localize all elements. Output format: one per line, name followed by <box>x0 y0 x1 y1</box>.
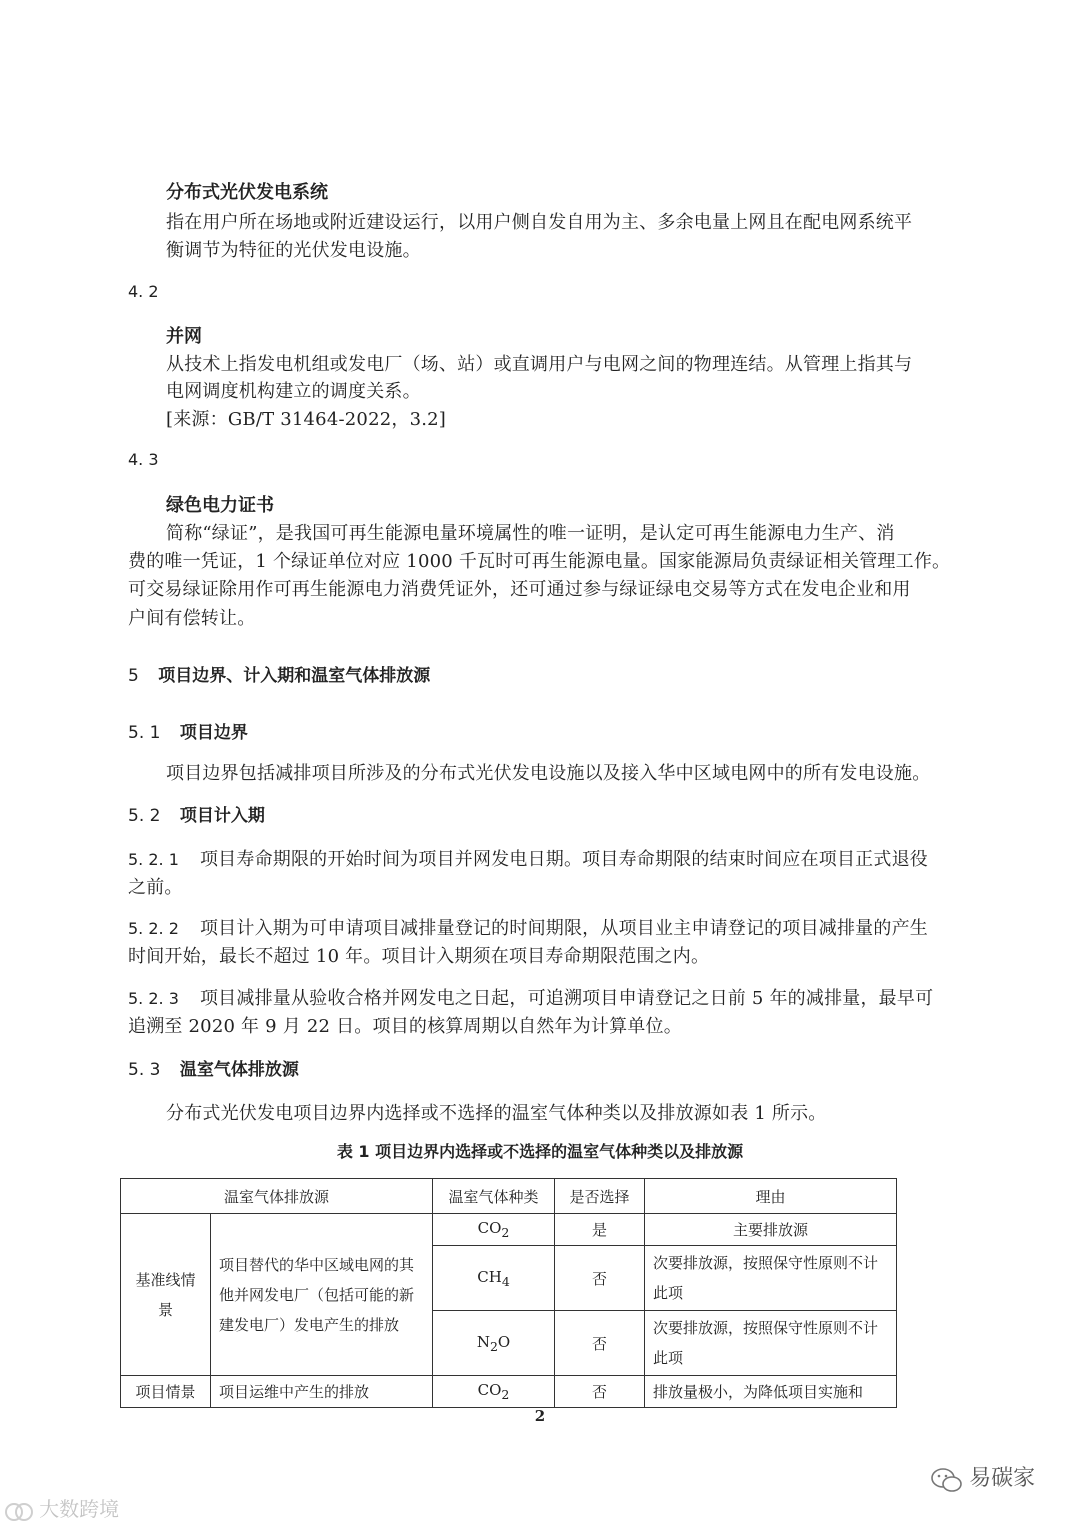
paragraph-line: 电网调度机构建立的调度关系。 <box>166 381 421 402</box>
watermark-right <box>930 1461 1035 1496</box>
emission-source-table <box>120 1178 897 1408</box>
paragraph-line: 项目减排量从验收合格并网发电之日起，可追溯项目申请登记之日前 5 年的减排量，最早可 <box>199 988 934 1009</box>
table-row <box>121 1214 897 1246</box>
clause-5-2-3 <box>128 984 933 1010</box>
paragraph-line: 之前。 <box>128 877 183 898</box>
table-caption: 表 1 项目边界内选择或不选择的温室气体种类以及排放源 <box>336 1142 744 1161</box>
selection-cell: 否 <box>555 1376 645 1408</box>
clause-number: 5. 2. 2 <box>128 919 179 938</box>
gas-cell <box>433 1214 555 1246</box>
section-number: 4. 3 <box>128 450 159 469</box>
heading-number: 5. 2 <box>128 806 161 826</box>
column-header: 温室气体种类 <box>433 1179 555 1214</box>
selection-cell: 否 <box>555 1246 645 1311</box>
gas-cell <box>433 1376 555 1408</box>
reason-cell: 次要排放源，按照保守性原则不计此项 <box>645 1311 897 1376</box>
heading-title: 项目计入期 <box>179 806 265 826</box>
paragraph-line: 项目边界包括减排项目所涉及的分布式光伏发电设施以及接入华中区域电网中的所有发电设施。 <box>166 763 931 784</box>
paragraph-line: 项目寿命期限的开始时间为项目并网发电日期。项目寿命期限的结束时间应在项目正式退役 <box>199 849 928 870</box>
gas-cell <box>433 1246 555 1311</box>
paragraph-line: 可交易绿证除用作可再生能源电力消费凭证外，还可通过参与绿证绿电交易等方式在发电企业和用 <box>128 579 911 600</box>
paragraph-line: 指在用户所在场地或附近建设运行，以用户侧自发自用为主、多余电量上网且在配电网系统平 <box>166 212 913 233</box>
clause-number: 5. 2. 1 <box>128 850 179 869</box>
paragraph-line: 衡调节为特征的光伏发电设施。 <box>166 240 421 261</box>
heading-number: 5 <box>128 666 139 686</box>
column-header: 温室气体排放源 <box>121 1179 433 1214</box>
reason-cell: 排放量极小，为降低项目实施和 <box>645 1376 897 1408</box>
paragraph-line: 时间开始，最长不超过 10 年。项目计入期须在项目寿命期限范围之内。 <box>128 946 710 967</box>
heading-number: 5. 1 <box>128 723 161 743</box>
heading-number: 5. 3 <box>128 1060 161 1080</box>
section-heading-5-3 <box>128 1055 299 1080</box>
watermark-left <box>4 1493 119 1524</box>
watermark-logo-icon <box>4 1500 34 1524</box>
gas-subscript: 4 <box>501 1273 510 1289</box>
column-header: 理由 <box>645 1179 897 1214</box>
paragraph-line: 从技术上指发电机组或发电厂（场、站）或直调用户与电网之间的物理连结。从管理上指其与 <box>166 354 913 375</box>
reason-cell: 主要排放源 <box>645 1214 897 1246</box>
clause-5-2-1 <box>128 845 928 871</box>
page-number: 2 <box>534 1407 546 1425</box>
heading-title: 项目边界 <box>179 723 248 743</box>
wechat-icon <box>930 1466 964 1496</box>
column-header: 是否选择 <box>555 1179 645 1214</box>
term-green-certificate: 绿色电力证书 <box>166 495 274 516</box>
paragraph-line: 项目计入期为可申请项目减排量登记的时间期限，从项目业主申请登记的项目减排量的产生 <box>199 918 928 939</box>
gas-cell <box>433 1311 555 1376</box>
paragraph-line: 分布式光伏发电项目边界内选择或不选择的温室气体种类以及排放源如表 1 所示。 <box>166 1103 827 1124</box>
gas-subscript: 2 <box>489 1338 498 1354</box>
clause-5-2-2 <box>128 914 928 940</box>
paragraph-line: 户间有偿转让。 <box>128 608 256 629</box>
scenario-cell: 项目情景 <box>121 1376 211 1408</box>
heading-title: 项目边界、计入期和温室气体排放源 <box>158 666 431 686</box>
selection-cell: 是 <box>555 1214 645 1246</box>
gas-subscript: 2 <box>501 1387 510 1402</box>
source-description-cell: 项目运维中产生的排放 <box>211 1376 433 1408</box>
watermark-text: 大数跨境 <box>39 1497 120 1521</box>
section-heading-5-1 <box>128 718 248 743</box>
section-number: 4. 2 <box>128 282 159 301</box>
term-grid-connection: 并网 <box>166 326 202 347</box>
term-distributed-pv-system: 分布式光伏发电系统 <box>166 182 328 203</box>
paragraph-line: 简称“绿证”，是我国可再生能源电量环境属性的唯一证明，是认定可再生能源电力生产、消 <box>166 523 895 544</box>
selection-cell: 否 <box>555 1311 645 1376</box>
clause-number: 5. 2. 3 <box>128 989 179 1008</box>
gas-formula: N <box>476 1332 490 1351</box>
gas-formula: CO <box>477 1219 502 1237</box>
table-row <box>121 1376 897 1408</box>
reason-cell: 次要排放源，按照保守性原则不计此项 <box>645 1246 897 1311</box>
scenario-cell: 基准线情景 <box>121 1214 211 1376</box>
section-heading-5 <box>128 661 430 686</box>
paragraph-line: 追溯至 2020 年 9 月 22 日。项目的核算周期以自然年为计算单位。 <box>128 1016 682 1037</box>
table-header-row <box>121 1179 897 1214</box>
source-citation: [来源：GB/T 31464-2022，3.2] <box>166 409 447 430</box>
heading-title: 温室气体排放源 <box>179 1060 299 1080</box>
source-description-cell: 项目替代的华中区域电网的其他并网发电厂（包括可能的新建发电厂）发电产生的排放 <box>211 1214 433 1376</box>
gas-subscript: 2 <box>501 1225 510 1240</box>
gas-formula: CH <box>477 1267 502 1286</box>
paragraph-line: 费的唯一凭证，1 个绿证单位对应 1000 千瓦时可再生能源电量。国家能源局负责绿证相关管理工作。 <box>128 551 951 572</box>
gas-formula: CO <box>477 1381 502 1399</box>
watermark-text: 易碳家 <box>969 1466 1036 1491</box>
section-heading-5-2 <box>128 801 265 826</box>
gas-formula-tail: O <box>497 1332 511 1351</box>
